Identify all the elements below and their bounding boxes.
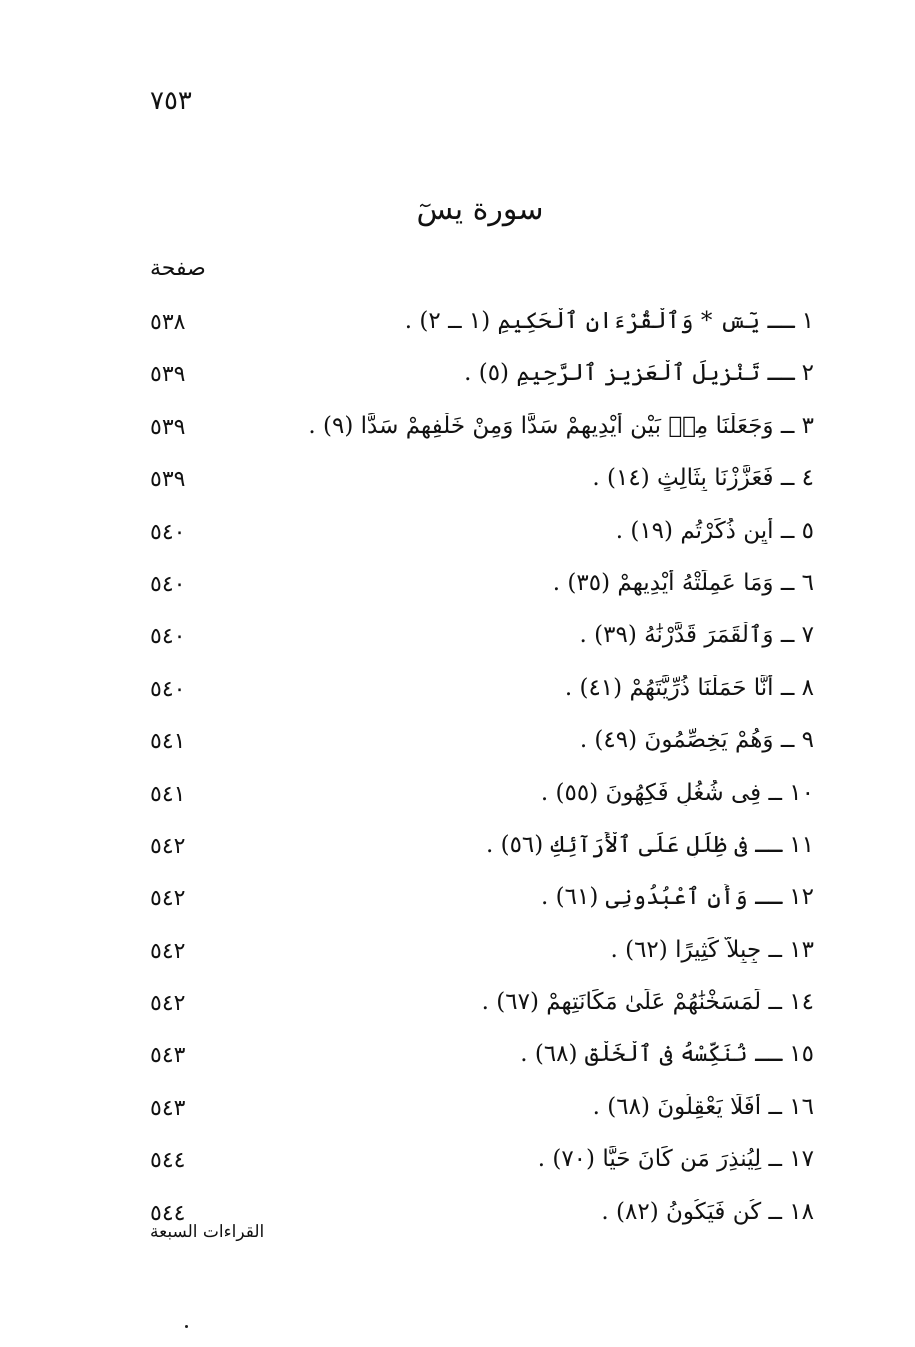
entry-text: ١٤ ــ لَمَسَخْنَٰهُمْ عَلَىٰ مَكَانَتِهِمْ (٦٧) . <box>481 989 814 1016</box>
entry-page: ٥٣٩ <box>150 362 186 388</box>
entry-text: ١١ ــ فِى ظِلَٰلٍ عَلَى ٱلْأَرَآئِكِ (٥٦) . <box>485 831 814 858</box>
entry-text: ٢ ــ تَنْزِيلَ ٱلْعَزِيزِ ٱلرَّحِيمِ (٥) . <box>464 360 814 387</box>
list-item <box>150 667 830 719</box>
list-item <box>150 1086 830 1138</box>
entry-page: ٥٣٩ <box>150 467 186 493</box>
entry-page: ٥٤٤ <box>150 1148 186 1174</box>
entry-page: ٥٣٨ <box>150 310 186 335</box>
list-item <box>150 1033 830 1085</box>
entry-page: ٥٤٣ <box>150 1095 186 1121</box>
ink-speck <box>185 1325 188 1328</box>
list-item <box>150 457 830 509</box>
entry-text: ١٨ ــ كُن فَيَكُونُ (٨٢) . <box>601 1198 814 1225</box>
entry-text: ١٥ ــ نُنَكِّسْهُ فِى ٱلْخَلْقِ (٦٨) . <box>520 1041 814 1068</box>
entry-text: ٤ ــ فَعَزَّزْنَا بِثَالِثٍ (١٤) . <box>592 465 814 492</box>
entry-page: ٥٤٢ <box>150 833 186 859</box>
running-footer: القراءات السبعة <box>150 1222 265 1242</box>
entry-page: ٥٤٠ <box>150 519 186 545</box>
entry-page: ٥٤٠ <box>150 624 186 650</box>
entry-text: ١٣ ــ جِبِلاًّ كَثِيرًا (٦٢) . <box>610 936 814 963</box>
entry-text: ١٦ ــ أَفَلَا يَعْقِلُونَ (٦٨) . <box>592 1093 814 1120</box>
list-item <box>150 562 830 614</box>
list-item <box>150 981 830 1033</box>
entry-text: ٣ ــ وَجَعَلْنَا مِنۢ بَيْنِ أَيْدِيهِمْ سَدًّا وَمِنْ خَلْفِهِمْ سَدًّا (٩) . <box>308 412 814 439</box>
entry-page: ٥٤١ <box>150 729 186 755</box>
list-item <box>150 1138 830 1190</box>
entry-page: ٥٤٠ <box>150 676 186 702</box>
entries-list <box>150 300 830 1243</box>
entry-text: ٥ ــ أَيِن ذُكِّرْتُم (١٩) . <box>615 517 814 544</box>
entry-page: ٥٤٣ <box>150 1043 186 1069</box>
list-item <box>150 719 830 771</box>
entry-page: ٥٤٢ <box>150 938 186 964</box>
entry-text: ٧ ــ وَٱلْقَمَرَ قَدَّرْنَٰهُ (٣٩) . <box>579 622 814 649</box>
list-item <box>150 510 830 562</box>
entry-text: ١٢ ــ وَأَنِ ٱعْبُدُونِى (٦١) . <box>541 884 814 911</box>
entry-page: ٥٤٢ <box>150 886 186 912</box>
list-item <box>150 876 830 928</box>
page-column-header: صفحة <box>150 256 206 281</box>
list-item <box>150 772 830 824</box>
list-item <box>150 405 830 457</box>
page-number: ٧٥٣ <box>150 86 192 116</box>
entry-text: ١٧ ــ لِيُنذِرَ مَن كَانَ حَيًّا (٧٠) . <box>537 1146 814 1173</box>
surah-title: سورة يسٓ <box>416 192 544 227</box>
entry-page: ٥٤٠ <box>150 571 186 597</box>
entry-page: ٥٤١ <box>150 781 186 807</box>
list-item <box>150 929 830 981</box>
list-item <box>150 824 830 876</box>
entry-page: ٥٤٤ <box>150 1200 186 1226</box>
entry-page: ٥٣٩ <box>150 414 186 440</box>
entry-page: ٥٤٢ <box>150 991 186 1017</box>
list-item <box>150 352 830 404</box>
list-item <box>150 300 830 352</box>
entry-text: ٩ ــ وَهُمْ يَخِصِّمُونَ (٤٩) . <box>579 727 814 754</box>
list-item <box>150 614 830 666</box>
entry-text: ٨ ــ أَنَّا حَمَلْنَا ذُرِّيَّتَهُمْ (٤١) . <box>564 674 814 701</box>
entry-text: ٦ ــ وَمَا عَمِلَتْهُ أَيْدِيهِمْ (٣٥) . <box>552 569 814 596</box>
entry-text: ١ ــ يٓسٓ * وَٱلْقُرْءَانِ ٱلْحَكِيمِ (١ ــ ٢) . <box>404 308 814 334</box>
entry-text: ١٠ ــ فِى شُغُلٍ فَكِهُونَ (٥٥) . <box>540 779 814 806</box>
